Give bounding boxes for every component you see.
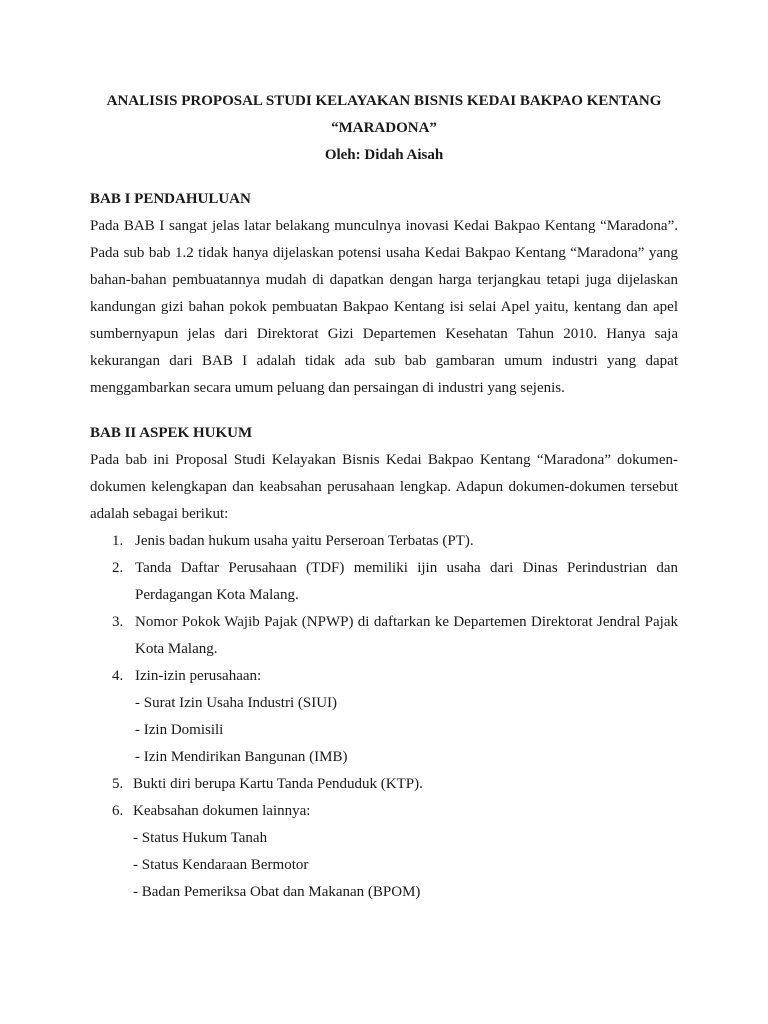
- list-item: [90, 528, 678, 555]
- sub-item: - Surat Izin Usaha Industri (SIUI): [135, 695, 338, 711]
- sub-item: - Status Kendaraan Bermotor: [133, 857, 309, 873]
- list-item-number: 5.: [112, 776, 124, 792]
- list-item-number: 2.: [112, 560, 124, 576]
- list-item-number: 4.: [112, 668, 124, 684]
- list-item: [90, 609, 678, 663]
- bab1-body: Pada BAB I sangat jelas latar belakang munculnya inovasi Kedai Bakpao Kentang “Maradona”. Pada sub bab 1.2 tidak hanya dijelaskan potensi usaha Kedai Bakpao Kentang “Maradona” yang bahan-bahan pembuatannya mudah di dapatkan dengan harga terjangkau tetapi juga dijelaskan kandungan gizi bahan pokok pembuatan Bakpao Kentang isi selai Apel yaitu, kentang dan apel sumbernyapun jelas dari Direktorat Gizi Departemen Kesehatan Tahun 2010. Hanya saja kekurangan dari BAB I adalah tidak ada sub bab gambaran umum industri yang dapat menggambarkan secara umum peluang dan persaingan di industri yang sejenis.: [90, 218, 678, 396]
- title-block: [90, 88, 678, 169]
- list-item-text: Izin-izin perusahaan:: [135, 668, 262, 684]
- list-item-number: 1.: [112, 533, 124, 549]
- bab2-intro: Pada bab ini Proposal Studi Kelayakan Bisnis Kedai Bakpao Kentang “Maradona” dokumen-dokumen kelengkapan dan keabsahan perusahaan lengkap. Adapun dokumen-dokumen tersebut adalah sebagai berikut:: [90, 452, 678, 522]
- list-item-text: Bukti diri berupa Kartu Tanda Penduduk (KTP).: [133, 776, 423, 792]
- sub-item: - Status Hukum Tanah: [133, 830, 268, 846]
- section-bab1: [90, 186, 678, 402]
- list-item: [90, 663, 678, 771]
- bab1-heading: BAB I PENDAHULUAN: [90, 191, 251, 207]
- list-item-text: Keabsahan dokumen lainnya:: [133, 803, 311, 819]
- section-bab2: [90, 420, 678, 906]
- list-item-text: Tanda Daftar Perusahaan (TDF) memiliki ijin usaha dari Dinas Perindustrian dan Perdagangan Kota Malang.: [135, 560, 678, 603]
- sub-item: - Badan Pemeriksa Obat dan Makanan (BPOM): [133, 884, 421, 900]
- document-page: [90, 88, 678, 924]
- bab2-heading: BAB II ASPEK HUKUM: [90, 425, 253, 441]
- list-item: [90, 798, 678, 906]
- sub-item: - Izin Domisili: [135, 722, 224, 738]
- list-item-number: 6.: [112, 803, 124, 819]
- list-item: [90, 771, 678, 798]
- sub-item: - Izin Mendirikan Bangunan (IMB): [135, 749, 348, 765]
- document-author: Oleh: Didah Aisah: [324, 147, 444, 163]
- document-title-line1: ANALISIS PROPOSAL STUDI KELAYAKAN BISNIS KEDAI BAKPAO KENTANG: [106, 93, 662, 109]
- document-title-line2: “MARADONA”: [331, 120, 437, 136]
- list-item-text: Nomor Pokok Wajib Pajak (NPWP) di daftarkan ke Departemen Direktorat Jendral Pajak Kota Malang.: [135, 614, 678, 657]
- bab2-document-list: [90, 528, 678, 906]
- list-item: [90, 555, 678, 609]
- list-item-number: 3.: [112, 614, 124, 630]
- list-item-text: Jenis badan hukum usaha yaitu Perseroan Terbatas (PT).: [135, 533, 474, 549]
